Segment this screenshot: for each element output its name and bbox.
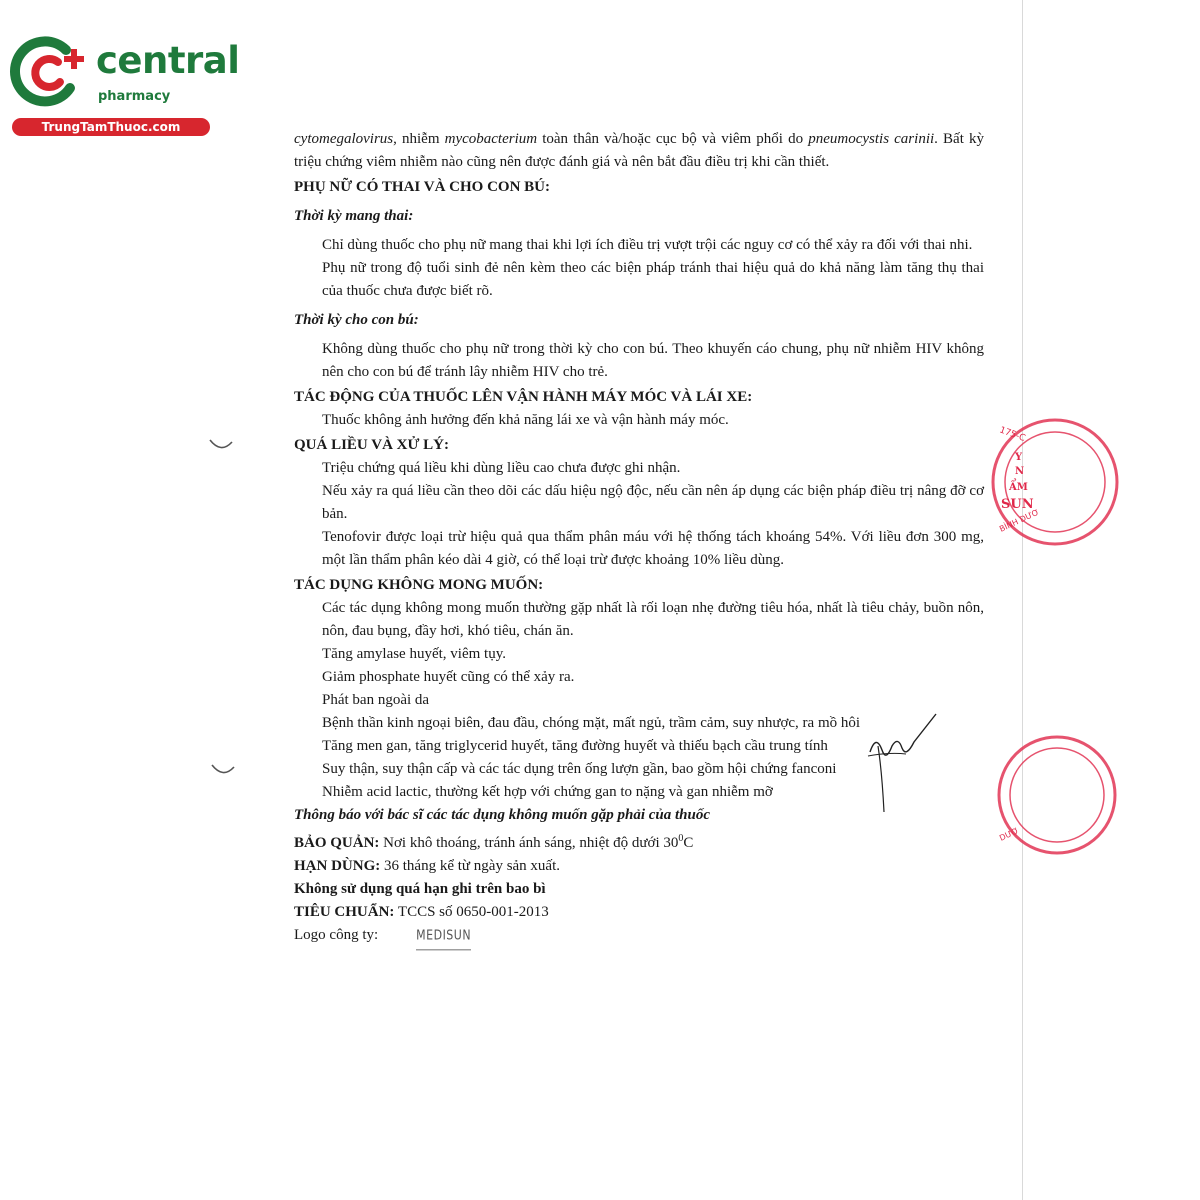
company-stamp-upper bbox=[985, 402, 1041, 562]
side-effect-item: Bệnh thần kinh ngoại biên, đau đầu, chóng mặt, mất ngủ, trầm cảm, suy nhược, ra mồ hôi bbox=[322, 715, 861, 731]
brand-url[interactable]: TrungTamThuoc.com bbox=[12, 118, 210, 136]
medisun-logo: MEDISUN bbox=[416, 922, 471, 951]
brand-name: central bbox=[96, 39, 240, 82]
pharmacy-cross-logo-icon bbox=[10, 36, 88, 108]
binder-hole-bottom bbox=[210, 763, 236, 775]
central-pharmacy-logo[interactable] bbox=[10, 36, 240, 136]
company-logo-line: Logo công ty: MEDISUN bbox=[294, 924, 984, 948]
standard-line: TIÊU CHUẨN: TCCS số 0650-001-2013 bbox=[294, 904, 549, 920]
document-body bbox=[294, 128, 984, 948]
expiry-warning: Không sử dụng quá hạn ghi trên bao bì bbox=[294, 881, 546, 897]
pregnancy-paragraph-2: Phụ nữ trong độ tuổi sinh đẻ nên kèm theo các biện pháp tránh thai hiệu quả do khả năng làm tăng thụ thai của thuốc chưa được biết rõ. bbox=[322, 260, 984, 299]
overdose-paragraph-3: Tenofovir được loại trừ hiệu quả qua thẩm phân máu với hệ thống tách khoáng 54%. Với liều đơn 300 mg, một lần thẩm phân kéo dài 4 giờ, có thể loại trừ được khoảng 10% liều dùng. bbox=[322, 529, 984, 568]
stamp-letter: ẨM bbox=[1009, 482, 1028, 493]
stamp-letter: BÌNH DƯƠ bbox=[998, 507, 1041, 534]
overdose-paragraph-1: Triệu chứng quá liều khi dùng liều cao chưa được ghi nhận. bbox=[322, 460, 681, 476]
side-effect-item: Nhiễm acid lactic, thường kết hợp với chứng gan to nặng và gan nhiễm mỡ bbox=[322, 784, 773, 800]
heading-side-effects: TÁC DỤNG KHÔNG MONG MUỐN: bbox=[294, 577, 544, 593]
stamp-letter: SUN bbox=[1001, 497, 1034, 512]
page-edge bbox=[1022, 0, 1023, 1200]
side-effect-item: Phát ban ngoài da bbox=[322, 692, 430, 708]
lactation-paragraph: Không dùng thuốc cho phụ nữ trong thời kỳ cho con bú. Theo khuyến cáo chung, phụ nữ nhiễm HIV không nên cho con bú để tránh lây nhiễm HIV cho trẻ. bbox=[322, 341, 984, 380]
stamp-letter: Y bbox=[1015, 452, 1023, 463]
heading-pregnancy-lactation: PHỤ NỮ CÓ THAI VÀ CHO CON BÚ: bbox=[294, 179, 550, 195]
heading-overdose: QUÁ LIỀU VÀ XỬ LÝ: bbox=[294, 437, 450, 453]
driving-paragraph: Thuốc không ảnh hưởng đến khả năng lái xe và vận hành máy móc. bbox=[322, 412, 729, 428]
subheading-pregnancy: Thời kỳ mang thai: bbox=[294, 208, 414, 224]
side-effect-item: Giảm phosphate huyết cũng có thể xảy ra. bbox=[322, 669, 575, 685]
binder-hole-top bbox=[208, 438, 234, 450]
storage-line: BẢO QUẢN: Nơi khô thoáng, tránh ánh sáng, nhiệt độ dưới $30^0C$ bbox=[294, 833, 694, 851]
subheading-lactation: Thời kỳ cho con bú: bbox=[294, 312, 419, 328]
signature bbox=[862, 712, 942, 822]
stamp-lower-fragment: DƯỢ bbox=[998, 826, 1021, 843]
side-effect-item: Các tác dụng không mong muốn thường gặp nhất là rối loạn nhẹ đường tiêu hóa, nhất là tiêu chảy, buồn nôn, nôn, đau bụng, đầy hơi, khó tiêu, chán ăn. bbox=[322, 600, 984, 639]
heading-driving: TÁC ĐỘNG CỦA THUỐC LÊN VẬN HÀNH MÁY MÓC VÀ LÁI XE: bbox=[294, 389, 753, 405]
side-effect-item: Tăng men gan, tăng triglycerid huyết, tăng đường huyết và thiếu bạch cầu trung tính bbox=[322, 738, 828, 754]
intro-paragraph: cytomegalovirus, nhiễm mycobacterium toàn thân và/hoặc cục bộ và viêm phổi do pneumocystis carinii. Bất kỳ triệu chứng viêm nhiễm nào cũng nên được đánh giá và nên bắt đầu điều trị khi cần thiết. bbox=[294, 131, 984, 170]
expiry-line: HẠN DÙNG: 36 tháng kể từ ngày sản xuất. bbox=[294, 858, 561, 874]
stamp-top-fragment: 175-C bbox=[997, 425, 1027, 444]
side-effect-item: Suy thận, suy thận cấp và các tác dụng trên ống lượn gần, bao gồm hội chứng fanconi bbox=[322, 761, 837, 777]
stamp-letter: N bbox=[1015, 466, 1025, 477]
overdose-paragraph-2: Nếu xảy ra quá liều cần theo dõi các dấu hiệu ngộ độc, nếu cần nên áp dụng các biện pháp điều trị nâng đỡ cơ bản. bbox=[322, 483, 984, 522]
brand-subtitle: pharmacy bbox=[98, 89, 171, 104]
side-effect-item: Tăng amylase huyết, viêm tụy. bbox=[322, 646, 506, 662]
pregnancy-paragraph-1: Chỉ dùng thuốc cho phụ nữ mang thai khi lợi ích điều trị vượt trội các nguy cơ có thể xảy ra đối với thai nhi. bbox=[322, 237, 973, 253]
company-stamp-lower bbox=[995, 725, 1025, 865]
side-effects-notice: Thông báo với bác sĩ các tác dụng không muốn gặp phải của thuốc bbox=[294, 807, 711, 823]
